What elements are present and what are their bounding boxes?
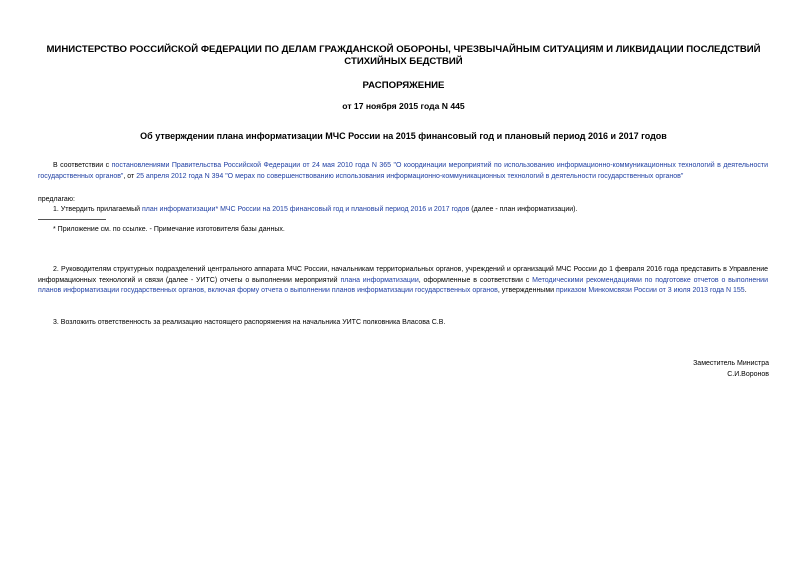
ministry-heading: МИНИСТЕРСТВО РОССИЙСКОЙ ФЕДЕРАЦИИ ПО ДЕЛАМ ГРАЖДАНСКОЙ ОБОРОНЫ, ЧРЕЗВЫЧАЙНЫМ СИТУАЦИЯМ И ЛИКВИДАЦИИ ПОСЛЕДСТВИЙ СТИХИЙНЫХ БЕДСТВИЙ [46, 44, 761, 67]
link-decree-394[interactable]: 25 апреля 2012 года N 394 "О мерах по совершенствованию использования информационно-коммуникационных технологий в деятельности государственных органов" [136, 172, 684, 180]
signature-position: Заместитель Министра [693, 360, 769, 367]
proposal-text: предлагаю: [38, 196, 75, 203]
paragraph-item-3: 3. Возложить ответственность за реализацию настоящего распоряжения на начальника УИТС полковника Власова С.В. [53, 319, 446, 326]
signature-name: С.И.Воронов [727, 371, 769, 378]
paragraph-item-2 [38, 265, 768, 297]
doc-type-heading: РАСПОРЯЖЕНИЕ [362, 80, 445, 91]
item2-text: 2. Руководителям структурных подразделений центрального аппарата МЧС России, начальникам территориальных органов, учреждений и организаций МЧС России до 1 февраля 2016 года представить в Управление информационных технологий и связи (далее - УИТС) отчеты о выполнении мероприятий [38, 266, 768, 284]
item2-text-3: , утвержденными [497, 287, 557, 294]
link-decree-365[interactable]: постановлениями Правительства Российской Федерации от 24 мая 2010 года N 365 "О координации мероприятий по использованию информационно-коммуникационных технологий в деятельности государственных органов" [38, 162, 768, 180]
item1-text-2: (далее - план информатизации). [469, 206, 578, 213]
item1-text: 1. Утвердить прилагаемый [53, 206, 142, 213]
link-method-recommendations[interactable]: Методическими рекомендациями по подготовке отчетов о выполнении планов информатизации государственных органов, включая форму отчета о выполнении планов информатизации государственных органов [38, 276, 768, 294]
item2-text-4: . [744, 287, 747, 294]
date-number-heading: от 17 ноября 2015 года N 445 [342, 101, 465, 111]
item2-text-2: , оформленные в соответствии с [418, 276, 533, 284]
preamble-text: В соответствии с [53, 162, 112, 169]
paragraph-preamble [38, 161, 768, 182]
link-order-155[interactable]: приказом Минкомсвязи России от 3 июля 2013 года N 155 [556, 287, 745, 294]
footnote-divider [38, 219, 106, 220]
link-plan-informatization[interactable]: плана информатизации [340, 276, 419, 284]
document-title: Об утверждении плана информатизации МЧС России на 2015 финансовый год и плановый период 2016 и 2017 годов [140, 131, 667, 141]
preamble-text-2: , от [123, 172, 137, 180]
link-plan[interactable]: план информатизации* МЧС России на 2015 финансовый год и плановый период 2016 и 2017 годов [141, 206, 470, 213]
footnote: * Приложение см. по ссылке. - Примечание изготовителя базы данных. [53, 226, 285, 233]
paragraph-item-1 [53, 205, 577, 216]
